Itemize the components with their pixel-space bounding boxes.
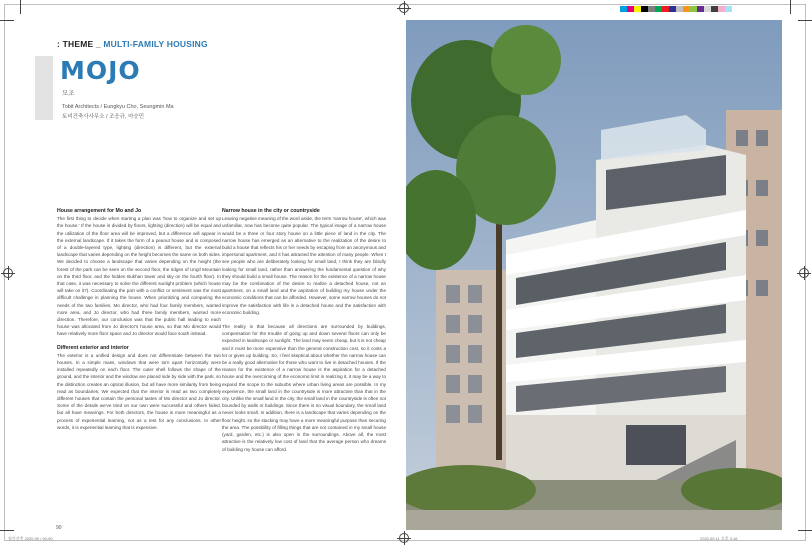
text-column-2 <box>222 208 386 453</box>
building-photo <box>406 20 782 530</box>
building-photo-illustration <box>406 20 782 530</box>
section-body: The reality is that because all directions are surrounded by buildings, compensation for the trouble of going up and down several floors can only be expected in landscape or sunlight. The land may seem cheap, but it is not cheap and it must be more expensive than the general construction cost, so it costs a lot or gives up building. So, I feel skeptical about whether the narrow house can be a really good alternative for those who want to live in detached houses. If the reason for the existence of a narrow house is the aspiration for a detached house and the overcoming of the economic limit in realizing it, it may be a way to expand the scope to the suburbs where urban living areas are possible. In my experience, the small land in the countryside is more attractive than that in the city. Unlike the small land in the city, the small land in the countryside is often not bounded by walls or buildings. Since there is no visual boundary, the small land never looks small. In addition, there is a landscape that varies depending on the floor height, so the stacking may have a more meaningful purpose than securing the area. The possibility of filling things that are not contained in my small house (yard, garden, etc.) is also open in the surroundings. Above all, the most attractive is the relatively low cost of land that the average person who dreams of building my house can afford. <box>222 324 386 452</box>
section-body: The exterior is a unified design and does not differentiate between the two houses. In a simple mass, windows that were torn apart horizontally were installed repeatedly on each floor. The outer shell follows the shape of the ground, and the interior and the window are placed side by side with the park, so the distinction creates an optical illusion, but all have more similarity from being read as boundaries. We expected that the interior is read as two completely different houses that contain the personal tastes of Mo director and Jo director. Some of the details we've tried on our own were successful and others failed, but all have meanings. For both directors, the house is more meaningful as a process of experiential learning, not as a test for any conclusions. In other words, it is experiential learning that is expensive. <box>57 352 221 430</box>
crop-mark <box>798 530 812 531</box>
section-heading: House arrangement for Mo and Jo <box>57 208 142 214</box>
crop-mark <box>0 530 14 531</box>
crop-mark <box>20 0 21 14</box>
registration-mark-icon <box>399 533 409 543</box>
section-body: Leaving negative meaning of the word aside, the term 'narrow house', which was unfamiliar, now has become quite popular. The typical image of a narrow house would be a three or four story house on a little piece of land in the city. The narrow house has emerged as an alternative to the realization of the desire to build a house that reflects his or her needs by escaping from an anonymous and impersonal apartment, and it has attracted the attention of many people. When I see people who are deliberately looking for small land, I think they are blindly looking for small land, rather than answering the fundamental question of why they should build a small house. The reason for the existence of a narrow house may be the combination of the desire to realize a detached house, not an apartment, on a small land and the aspiration of building my house under the economic conditions that can be afforded. However, some narrow houses do not improve the satisfaction with life in a detached house and the satisfaction with economic building. <box>222 216 386 315</box>
print-slug-right: 2020.09.11 오후 3:16 <box>700 536 738 541</box>
section-body: The first thing to decide when starting a plan was 'how to organize and set up the house.' If the house is divided by floors, lighting (direction) will be equal and the utilization of the floor area will be improved, but a difference will appear in the external landscape. If it takes the form of a peanut house and is composed of a double-layered type, lighting (direction) is different, but the external landscape that varies depending on the height becomes the same on both sides. We decided to choose a landscape that varies depending on the height (the forest of the park can be seen on the second floor, the ridges of Ungil Mountain on the third floor, and the hidden Bukhan tower and sky on the fourth floor). In that case, it was necessary to solve the different sunlight problem (which house will take on it?). Coordinating the part with a conflict or sentiment was the most difficult challenge in planning the house. When prioritizing and comparing the needs of the two families, Mo director, who had four family members, wanted more area, and Jo director, who had three family members, wanted more direction. Therefore, our conclusion was that the public hall leading to each house was allocated from Jo director's house area, so that Mo director would have relatively more floor space and Jo director would face south instead. <box>57 216 221 337</box>
registration-mark-icon <box>399 3 409 13</box>
theme-prefix: : THEME _ <box>57 39 101 49</box>
architect-credit-en: Tobit Architects / Eungkyu Cho, Seungmin Ma <box>62 104 174 110</box>
project-title-korean: 모조 <box>62 90 75 97</box>
theme-topic: MULTI-FAMILY HOUSING <box>103 39 208 49</box>
page-number: 90 <box>56 525 62 531</box>
registration-mark-icon <box>3 268 13 278</box>
project-title: MOJO <box>60 56 141 85</box>
crop-mark <box>798 20 812 21</box>
color-calibration-bar <box>620 6 732 12</box>
print-slug-left: 월간건축 2020.09 / 90-90 <box>8 536 53 541</box>
text-column-1 <box>57 208 221 431</box>
crop-mark <box>790 0 791 14</box>
section-heading: Narrow house in the city or countryside <box>222 208 320 214</box>
architect-credit-ko: 토비건축사사무소 / 조응규, 마승민 <box>62 114 145 120</box>
title-accent-block <box>35 56 53 120</box>
section-theme <box>57 39 208 49</box>
section-heading: Different exterior and interior <box>57 344 129 351</box>
crop-mark <box>0 20 14 21</box>
registration-mark-icon <box>799 268 809 278</box>
